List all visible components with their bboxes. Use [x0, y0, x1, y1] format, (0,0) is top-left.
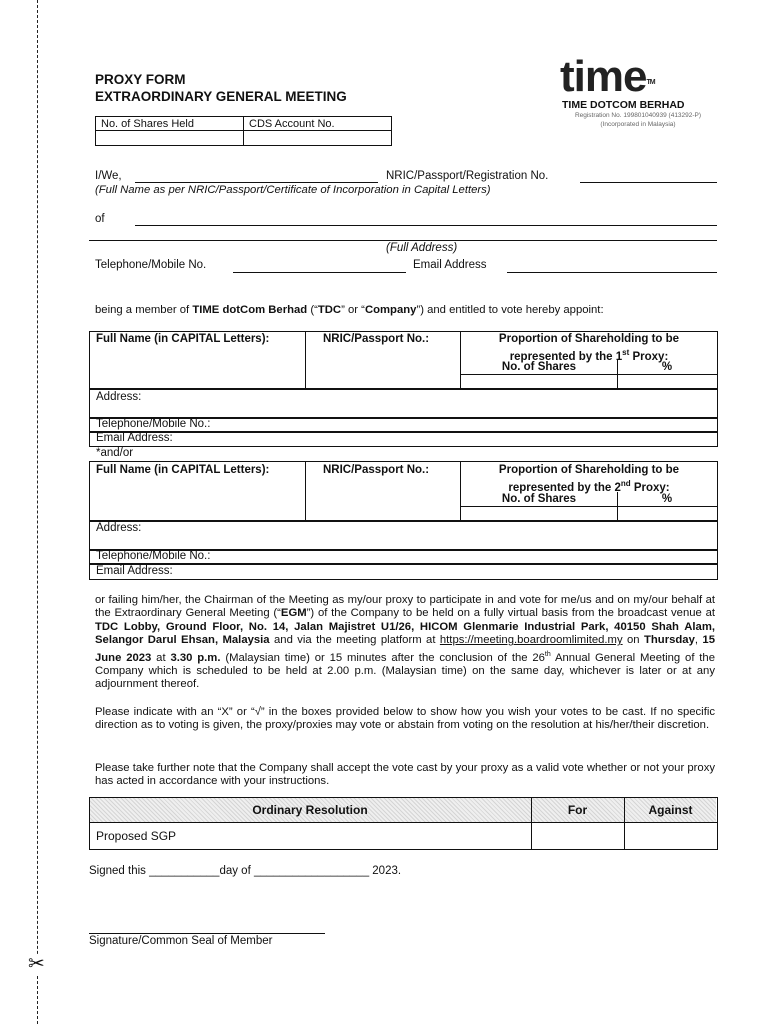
cut-line — [37, 0, 38, 1024]
for-header: For — [567, 803, 588, 817]
proxy-2-address-field[interactable] — [89, 520, 718, 551]
logo-text: time — [560, 52, 647, 101]
proxy-1-email-field[interactable] — [89, 431, 718, 447]
telephone-label: Telephone/Mobile No. — [95, 259, 207, 271]
email-label: Email Address — [413, 259, 487, 271]
address-input-1[interactable] — [135, 225, 717, 226]
proxy-1-shares-header: No. of Shares — [501, 361, 577, 373]
cds-account-field[interactable] — [244, 131, 392, 146]
vote-against-checkbox[interactable] — [625, 823, 716, 848]
shares-table — [95, 116, 392, 146]
meeting-platform-link[interactable]: https://meeting.boardroomlimited.my — [439, 634, 623, 647]
p1-th: th — [544, 650, 551, 658]
proxy-2-full-name-header: Full Name (in CAPITAL Letters): — [96, 464, 270, 476]
proxy-2-proportion-b: represented by the 2 — [508, 481, 621, 494]
appoint-company-word: Company — [364, 304, 417, 316]
proxy-1-proportion-header — [461, 333, 717, 364]
p1-part-3: and via the meeting platform at — [269, 634, 440, 647]
registration-number: Registration No. 199801040939 (413292-P) — [574, 112, 702, 119]
nric-input[interactable] — [580, 182, 717, 183]
proxy-2-email-label: Email Address: — [96, 565, 173, 577]
scissors-icon: ✂ — [28, 953, 45, 975]
and-or-label: *and/or — [96, 447, 134, 459]
telephone-input[interactable] — [233, 272, 406, 273]
p1-part-6: at — [151, 651, 171, 664]
proxy-1-percent-header: % — [661, 361, 673, 373]
proxy-1-telephone-label: Telephone/Mobile No.: — [96, 418, 211, 430]
appoint-post: ”) and entitled to vote hereby appoint: — [416, 304, 604, 316]
proxy-1-email-label: Email Address: — [96, 432, 173, 444]
page-title — [95, 71, 347, 105]
p1-part-8: Annual General Meeting of the Company which is scheduled to be held at 2.00 p.m. (Malaysian time) on the same day, whichever is later or at any adjournment thereof. — [95, 651, 715, 691]
proxy-1-proportion-a: Proportion of Shareholding to be — [498, 333, 680, 345]
appoint-mid1: (“ — [307, 304, 318, 316]
company-name: TIME DOTCOM BERHAD — [562, 99, 685, 111]
incorporated-note: (Incorporated in Malaysia) — [600, 120, 676, 128]
proxy-2-address-label: Address: — [96, 522, 142, 534]
proxy-2-percent-header: % — [661, 493, 673, 505]
title-line-1: PROXY FORM — [95, 72, 186, 87]
proxy-2-proportion-header — [461, 464, 717, 495]
company-logo — [560, 52, 655, 101]
proxy-1-nric-header: NRIC/Passport No.: — [323, 333, 430, 345]
appointment-paragraph — [95, 594, 715, 692]
proxy-2-shares-header: No. of Shares — [501, 493, 577, 505]
proxy-2-telephone-label: Telephone/Mobile No.: — [96, 550, 211, 562]
proxy-2-nric-header: NRIC/Passport No.: — [323, 464, 430, 476]
proxy-1-shares-input[interactable] — [462, 375, 616, 388]
full-address-note: (Full Address) — [386, 242, 458, 254]
proxy-1-ordinal: st — [622, 348, 630, 357]
shares-held-field[interactable] — [96, 131, 244, 146]
iwe-label: I/We, — [95, 170, 122, 182]
resolution-proposed-sgp: Proposed SGP — [96, 829, 177, 843]
full-name-input[interactable] — [135, 182, 378, 183]
appoint-company: TIME dotCom Berhad — [192, 304, 308, 316]
nric-label: NRIC/Passport/Registration No. — [386, 170, 549, 182]
p1-venue: TDC Lobby, Ground Floor, No. 14, Jalan Majistret U1/26, HICOM Glenmarie Industrial Park, 40150 Shah Alam, Selangor Darul Ehsan, Malaysia — [95, 620, 715, 647]
proxy-1-full-name-header: Full Name (in CAPITAL Letters): — [96, 333, 270, 345]
signed-line: Signed this ___________day of __________________ 2023. — [89, 865, 402, 877]
proxy-1-percent-input[interactable] — [618, 375, 716, 388]
p1-part-7: (Malaysian time) or 15 minutes after the conclusion of the 26 — [220, 651, 545, 664]
appoint-tdc: TDC — [317, 304, 342, 316]
vote-for-checkbox[interactable] — [532, 823, 623, 848]
proxy-2-percent-input[interactable] — [618, 507, 716, 520]
proxy-1-proportion-b: represented by the 1 — [509, 350, 623, 363]
full-name-note: (Full Name as per NRIC/Passport/Certificate of Incorporation in Capital Letters) — [95, 184, 491, 196]
appoint-mid2: ” or “ — [341, 304, 365, 316]
appoint-pre: being a member of — [95, 304, 193, 316]
voting-instruction-paragraph: Please indicate with an “X” or “√” in the boxes provided below to show how you wish your votes to be cast. If no specific direction as to voting is given, the proxy/proxies may vote or abstain from voting on the resolution at his/her/their discretion. — [95, 706, 715, 732]
p1-part-4: on — [622, 634, 644, 647]
p1-part-5: , — [694, 634, 703, 647]
shares-held-header: No. of Shares Held — [96, 117, 244, 131]
resolution-header: Ordinary Resolution — [252, 803, 368, 817]
proxy-2-proportion-a: Proportion of Shareholding to be — [498, 464, 680, 476]
logo-tm: TM — [646, 79, 655, 86]
vote-acceptance-paragraph: Please take further note that the Company shall accept the vote cast by your proxy as a valid vote whether or not your proxy has acted in accordance with your instructions. — [95, 762, 715, 788]
against-header: Against — [648, 803, 693, 817]
proxy-1-address-field[interactable] — [89, 388, 718, 419]
p1-date: 15 June 2023 — [95, 634, 715, 664]
cds-account-header: CDS Account No. — [244, 117, 392, 131]
signature-input[interactable] — [89, 933, 325, 934]
p1-day: Thursday — [644, 634, 695, 647]
email-input[interactable] — [507, 272, 717, 273]
p1-egm: EGM — [280, 607, 307, 620]
p1-time: 3.30 p.m. — [170, 651, 221, 664]
proxy-2-ordinal: nd — [620, 479, 631, 488]
p1-part-2: ”) of the Company to be held on a fully virtual basis from the broadcast venue at — [306, 607, 715, 620]
p1-part-1: or failing him/her, the Chairman of the Meeting as my/our proxy to participate in and vote for me/us and on my/our behalf at the Extraordinary General Meeting (“ — [95, 594, 715, 620]
address-input-2[interactable] — [89, 240, 717, 241]
proxy-2-proportion-c: Proxy: — [630, 481, 670, 494]
company-registration — [558, 112, 718, 129]
title-line-2: EXTRAORDINARY GENERAL MEETING — [95, 89, 347, 104]
proxy-1-address-label: Address: — [96, 391, 142, 403]
appoint-statement — [95, 304, 604, 316]
of-label: of — [95, 213, 105, 225]
proxy-2-shares-input[interactable] — [462, 507, 616, 520]
proxy-2-email-field[interactable] — [89, 563, 718, 580]
signature-label: Signature/Common Seal of Member — [89, 935, 273, 947]
proxy-1-proportion-c: Proxy: — [629, 350, 669, 363]
